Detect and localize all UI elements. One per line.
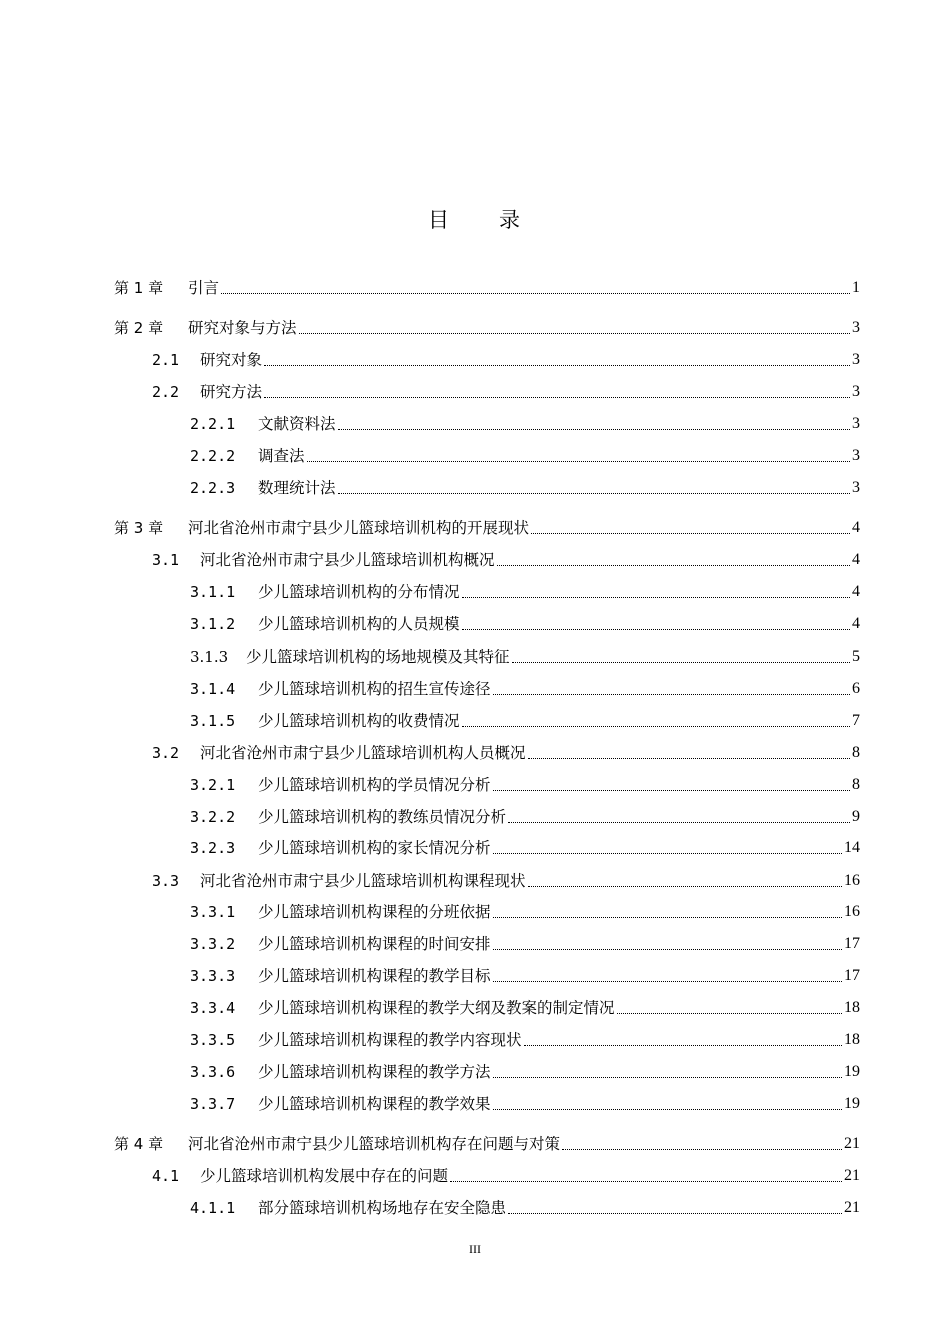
toc-dot-leader (531, 532, 850, 534)
toc-entry-number: 2.1 (152, 351, 180, 369)
toc-entry[interactable] (190, 474, 860, 498)
toc-entry-title: 少儿篮球培训机构课程的教学内容现状 (258, 1031, 522, 1049)
toc-entry[interactable] (190, 643, 860, 667)
toc-dot-leader (493, 948, 842, 950)
toc-dot-leader (299, 332, 850, 334)
toc-entry-page: 16 (844, 903, 860, 920)
toc-dot-leader (493, 916, 842, 918)
toc-entry-page: 1 (852, 279, 860, 296)
toc-dot-leader (497, 564, 850, 566)
toc-entry-number: 2.2.3 (190, 479, 236, 497)
toc-entry-page: 6 (852, 680, 860, 697)
toc-dot-leader (264, 396, 850, 398)
toc-entry-page: 21 (844, 1135, 860, 1152)
toc-entry-title: 调查法 (258, 447, 305, 465)
toc-entry-page: 5 (852, 648, 860, 665)
toc-entry[interactable] (114, 274, 860, 298)
toc-entry-number: 3.3.2 (190, 935, 236, 953)
toc-entry-number: 第 2 章 (114, 319, 164, 337)
toc-entry[interactable] (190, 442, 860, 466)
toc-dot-leader (528, 757, 850, 759)
toc-dot-leader (493, 1076, 842, 1078)
toc-entry-page: 3 (852, 351, 860, 368)
toc-dot-leader (462, 628, 850, 630)
toc-entry[interactable] (190, 1058, 860, 1082)
toc-entry[interactable] (114, 1130, 860, 1154)
toc-dot-leader (528, 885, 842, 887)
toc-entry-title: 少儿篮球培训机构的家长情况分析 (258, 839, 491, 857)
toc-entry-page: 8 (852, 744, 860, 761)
toc-entry[interactable] (190, 1026, 860, 1050)
toc-entry-number: 3.3.4 (190, 999, 236, 1017)
toc-entry-page: 17 (844, 935, 860, 952)
toc-entry-title: 研究方法 (200, 383, 263, 401)
toc-entry-title: 数理统计法 (258, 479, 336, 497)
toc-dot-leader (264, 364, 850, 366)
toc-entry-number: 3.3.5 (190, 1031, 236, 1049)
toc-dot-leader (493, 789, 850, 791)
toc-entry-title: 河北省沧州市肃宁县少儿篮球培训机构人员概况 (200, 744, 526, 762)
toc-entry-number: 3.2.2 (190, 808, 236, 826)
toc-entry-number: 4.1 (152, 1167, 180, 1185)
toc-entry[interactable] (152, 346, 860, 370)
toc-dot-leader (493, 980, 842, 982)
toc-entry-title: 少儿篮球培训机构的人员规模 (258, 615, 460, 633)
toc-entry-page: 4 (852, 551, 860, 568)
toc-entry-number: 4.1.1 (190, 1199, 236, 1217)
toc-entry-page: 3 (852, 415, 860, 432)
toc-entry[interactable] (152, 739, 860, 763)
page-number-footer: III (469, 1242, 481, 1256)
toc-dot-leader (221, 292, 850, 294)
toc-entry-page: 21 (844, 1167, 860, 1184)
toc-dot-leader (338, 492, 850, 494)
toc-dot-leader (508, 1212, 842, 1214)
toc-entry-title: 河北省沧州市肃宁县少儿篮球培训机构的开展现状 (188, 519, 530, 537)
toc-entry-title: 少儿篮球培训机构课程的分班依据 (258, 903, 491, 921)
toc-entry-number: 2.2.2 (190, 447, 236, 465)
toc-entry[interactable] (190, 675, 860, 699)
toc-entry[interactable] (190, 410, 860, 434)
toc-entry-title: 少儿篮球培训机构的学员情况分析 (258, 776, 491, 794)
toc-entry[interactable] (190, 803, 860, 827)
toc-entry[interactable] (190, 578, 860, 602)
toc-entry-title: 文献资料法 (258, 415, 336, 433)
toc-entry-title: 河北省沧州市肃宁县少儿篮球培训机构存在问题与对策 (188, 1135, 561, 1153)
toc-entry-number: 3.3.6 (190, 1063, 236, 1081)
toc-entry-page: 3 (852, 447, 860, 464)
toc-entry-number: 2.2.1 (190, 415, 236, 433)
toc-entry-title: 引言 (188, 279, 220, 297)
toc-entry-page: 21 (844, 1199, 860, 1216)
toc-entry[interactable] (152, 546, 860, 570)
toc-entry[interactable] (190, 707, 860, 731)
toc-entry-page: 4 (852, 519, 860, 536)
toc-entry-number: 3.2.1 (190, 776, 236, 794)
toc-entry[interactable] (190, 1090, 860, 1114)
toc-entry[interactable] (114, 514, 860, 538)
toc-entry-title: 少儿篮球培训机构的场地规模及其特征 (246, 648, 510, 666)
toc-entry-page: 3 (852, 319, 860, 336)
toc-entry-page: 4 (852, 583, 860, 600)
toc-entry[interactable] (152, 867, 860, 891)
toc-entry-title: 少儿篮球培训机构课程的时间安排 (258, 935, 491, 953)
toc-entry[interactable] (190, 610, 860, 634)
toc-dot-leader (493, 1108, 842, 1110)
toc-dot-leader (617, 1012, 842, 1014)
toc-dot-leader (493, 693, 850, 695)
toc-entry-title: 研究对象与方法 (188, 319, 297, 337)
toc-entry-number: 3.1.4 (190, 680, 236, 698)
toc-entry[interactable] (114, 314, 860, 338)
toc-entry-number: 3.2 (152, 744, 180, 762)
toc-entry-number: 3.1.3 (190, 648, 229, 666)
toc-dot-leader (508, 821, 850, 823)
toc-entry[interactable] (152, 378, 860, 402)
toc-entry-title: 少儿篮球培训机构课程的教学大纲及教案的制定情况 (258, 999, 615, 1017)
toc-entry-title: 部分篮球培训机构场地存在安全隐患 (258, 1199, 507, 1217)
toc-dot-leader (493, 852, 842, 854)
toc-dot-leader (512, 661, 850, 663)
toc-entry[interactable] (190, 1194, 860, 1218)
toc-entry-page: 8 (852, 776, 860, 793)
toc-entry-title: 少儿篮球培训机构课程的教学目标 (258, 967, 491, 985)
toc-entry-page: 18 (844, 999, 860, 1016)
toc-entry-page: 17 (844, 967, 860, 984)
toc-entry-title: 少儿篮球培训机构的教练员情况分析 (258, 808, 507, 826)
toc-dot-leader (462, 725, 850, 727)
toc-title-part2: 录 (499, 208, 522, 232)
toc-entry-page: 19 (844, 1095, 860, 1112)
toc-entry-page: 3 (852, 479, 860, 496)
toc-entry-number: 第 3 章 (114, 519, 164, 537)
toc-entry-number: 3.3 (152, 872, 180, 890)
toc-dot-leader (524, 1044, 842, 1046)
toc-entry-page: 7 (852, 712, 860, 729)
toc-entry-number: 3.1.2 (190, 615, 236, 633)
toc-entry-number: 3.1.5 (190, 712, 236, 730)
toc-entry-title: 少儿篮球培训机构的招生宣传途径 (258, 680, 491, 698)
toc-entry-page: 4 (852, 615, 860, 632)
toc-entry-number: 3.3.1 (190, 903, 236, 921)
toc-title (0, 204, 950, 234)
toc-dot-leader (450, 1180, 842, 1182)
toc-entry-title: 少儿篮球培训机构的收费情况 (258, 712, 460, 730)
toc-entry-number: 3.3.3 (190, 967, 236, 985)
toc-entry[interactable] (190, 930, 860, 954)
toc-entry-title: 少儿篮球培训机构课程的教学方法 (258, 1063, 491, 1081)
toc-entry-title: 少儿篮球培训机构发展中存在的问题 (200, 1167, 449, 1185)
toc-entry-page: 9 (852, 808, 860, 825)
toc-entry-number: 2.2 (152, 383, 180, 401)
toc-entry-number: 第 4 章 (114, 1135, 164, 1153)
toc-entry[interactable] (152, 1162, 860, 1186)
toc-entry-title: 河北省沧州市肃宁县少儿篮球培训机构课程现状 (200, 872, 526, 890)
toc-entry-number: 3.1.1 (190, 583, 236, 601)
toc-dot-leader (462, 596, 850, 598)
toc-entry-title: 研究对象 (200, 351, 263, 369)
toc-entry-number: 3.2.3 (190, 839, 236, 857)
toc-entry[interactable] (190, 834, 860, 858)
toc-entry-number: 3.1 (152, 551, 180, 569)
toc-entry-page: 16 (844, 872, 860, 889)
toc-dot-leader (562, 1148, 842, 1150)
toc-entry-page: 18 (844, 1031, 860, 1048)
toc-entry[interactable] (190, 994, 860, 1018)
toc-entry[interactable] (190, 771, 860, 795)
toc-entry-number: 3.3.7 (190, 1095, 236, 1113)
toc-entry-number: 第 1 章 (114, 279, 164, 297)
toc-entry[interactable] (190, 962, 860, 986)
toc-entry-page: 3 (852, 383, 860, 400)
toc-entry-page: 19 (844, 1063, 860, 1080)
toc-dot-leader (307, 460, 850, 462)
toc-entry-title: 河北省沧州市肃宁县少儿篮球培训机构概况 (200, 551, 495, 569)
toc-entry-page: 14 (844, 839, 860, 856)
toc-entry-title: 少儿篮球培训机构的分布情况 (258, 583, 460, 601)
toc-entry[interactable] (190, 898, 860, 922)
toc-entry-title: 少儿篮球培训机构课程的教学效果 (258, 1095, 491, 1113)
toc-dot-leader (338, 428, 850, 430)
toc-title-part1: 目 (428, 208, 451, 232)
